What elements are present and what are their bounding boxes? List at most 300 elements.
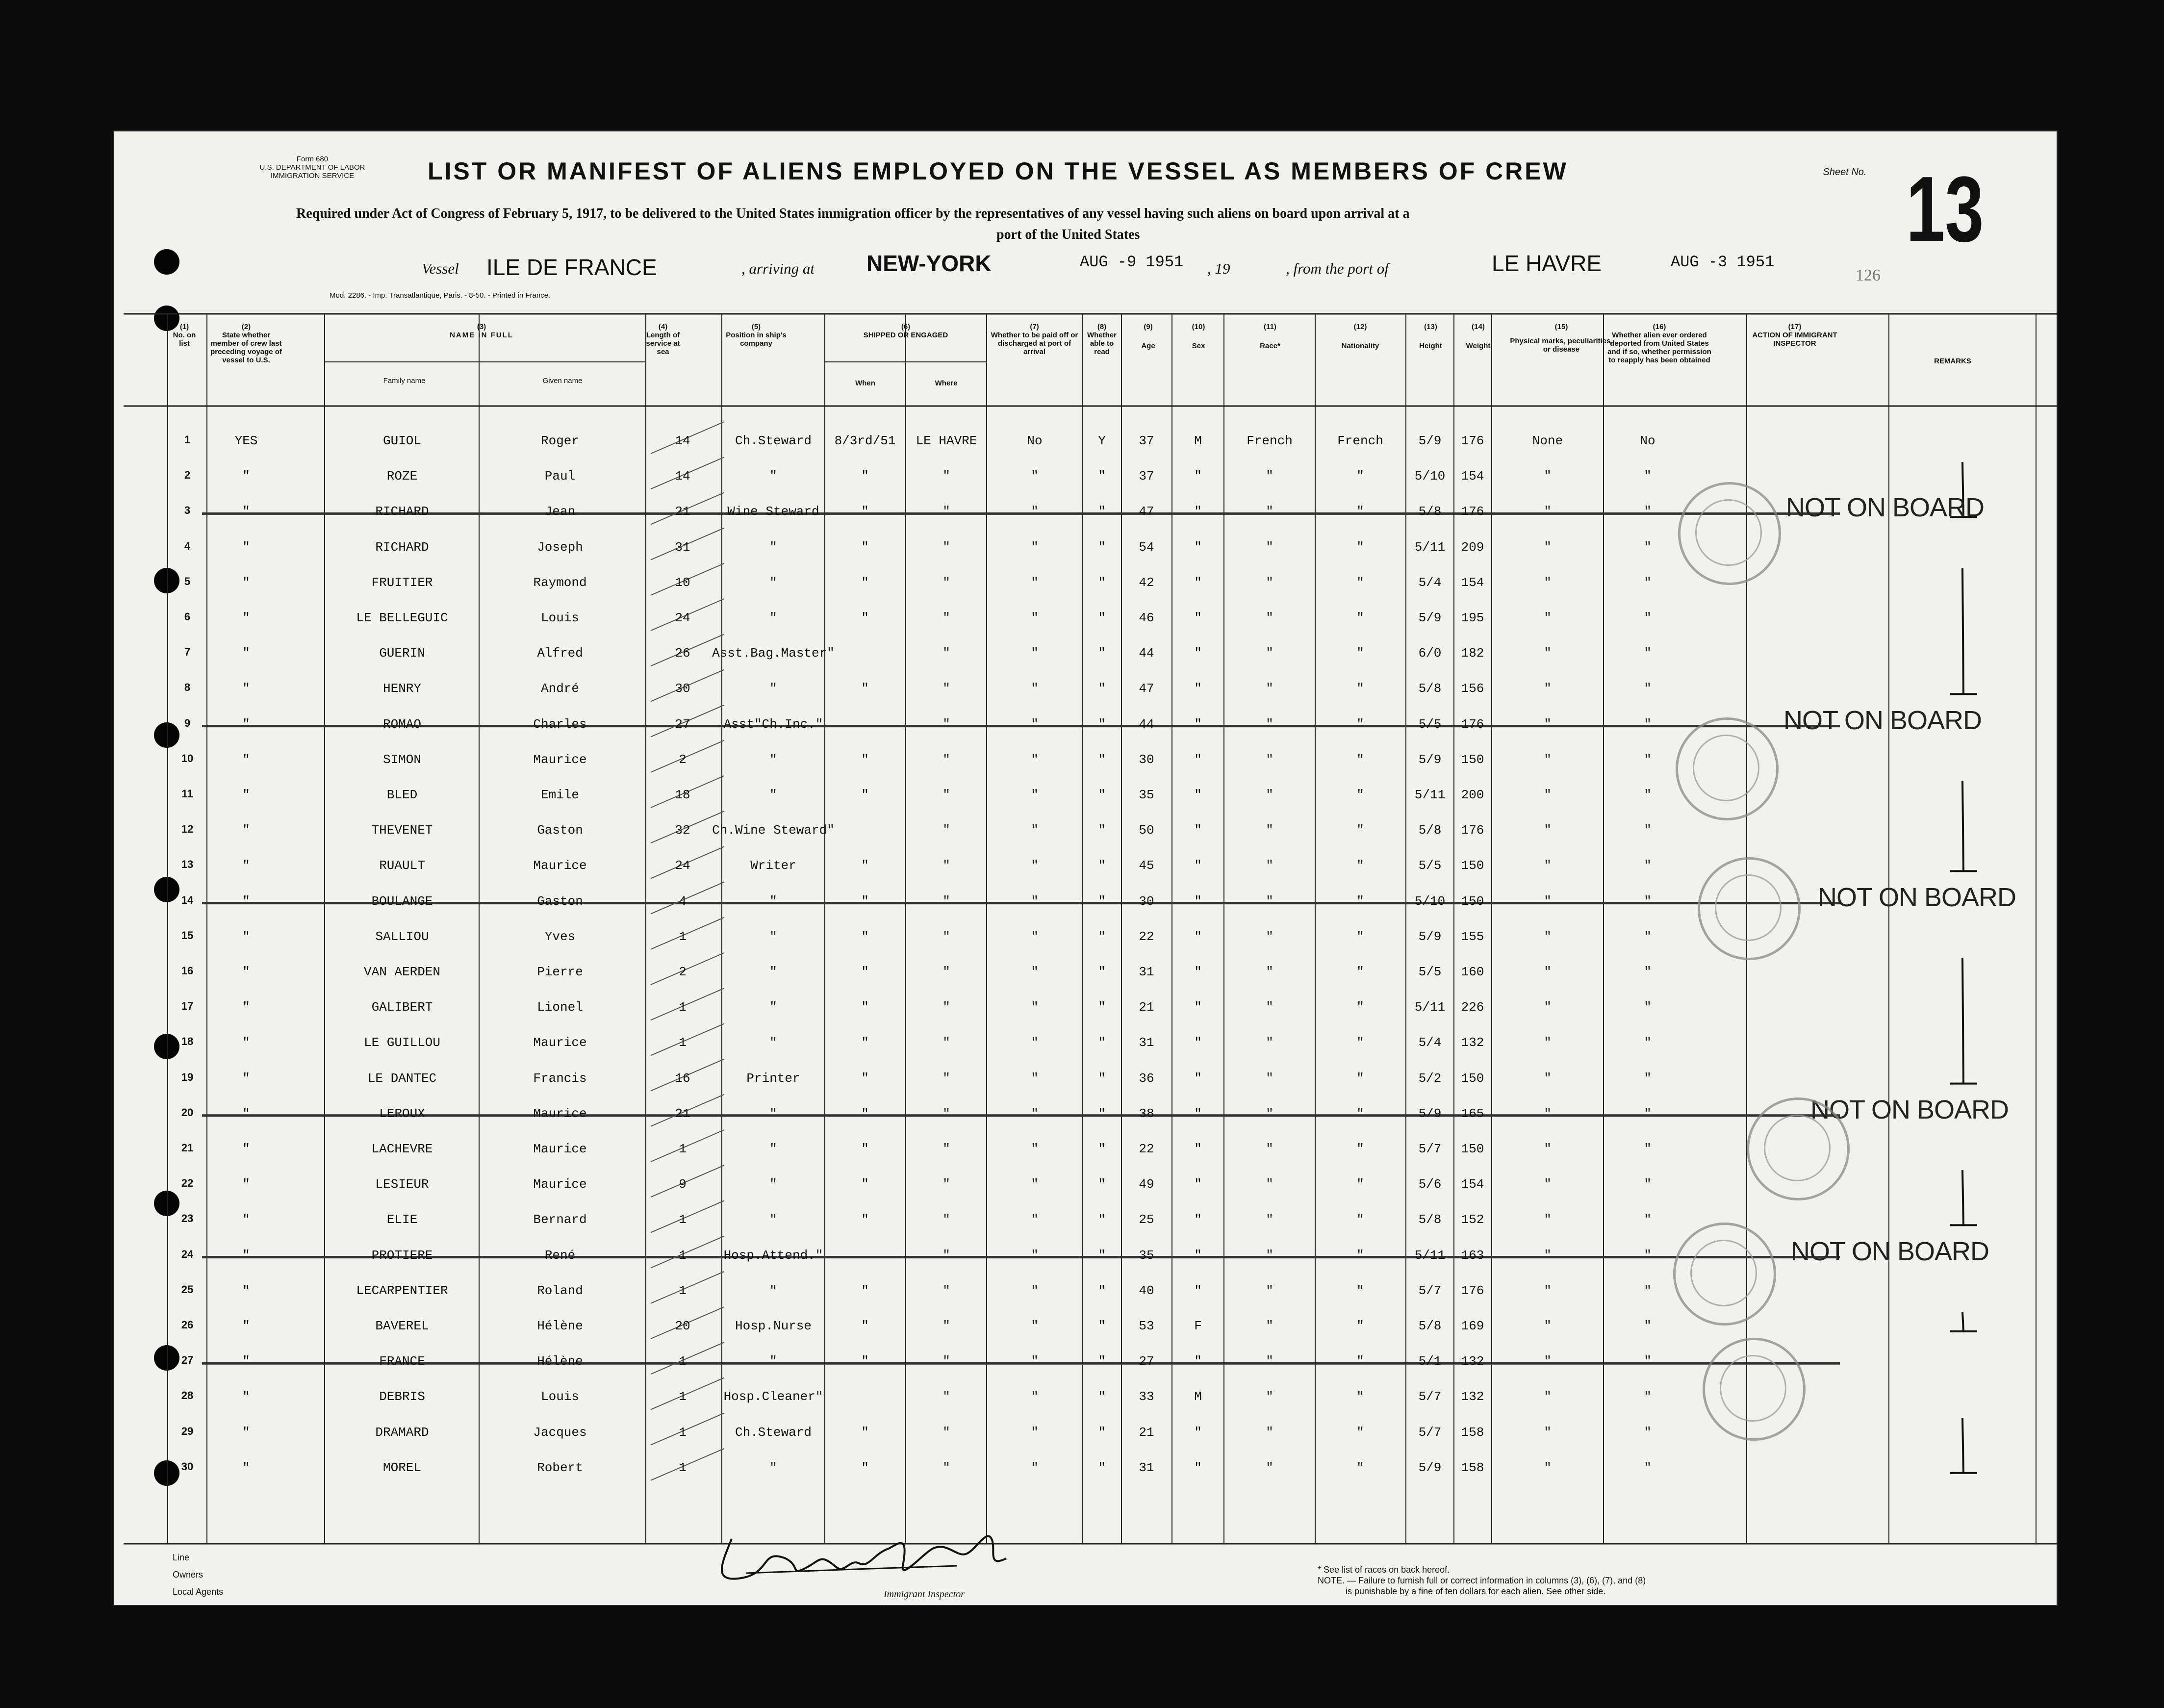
height: 6/0 xyxy=(1418,646,1442,661)
row-number: 2 xyxy=(184,469,191,482)
inspector-check-mark xyxy=(1950,568,1977,694)
physical-marks: " xyxy=(1544,1460,1552,1475)
deported: " xyxy=(1644,1071,1652,1086)
race: " xyxy=(1266,1248,1273,1263)
height: 5/8 xyxy=(1418,823,1442,838)
col-16-label: Whether alien ever ordered deported from United States and if so, whether permission to reapply has been obtained xyxy=(1607,331,1711,364)
family-name: RICHARD xyxy=(375,504,429,519)
given-name: Robert xyxy=(537,1460,583,1475)
age: 42 xyxy=(1139,575,1154,590)
position: Printer xyxy=(746,1071,800,1086)
inspector-check-mark xyxy=(1950,1418,1977,1473)
given-name: Roland xyxy=(537,1283,583,1298)
physical-marks: " xyxy=(1544,752,1552,767)
height: 5/9 xyxy=(1418,1106,1442,1121)
sex: " xyxy=(1194,1177,1202,1192)
weight: 150 xyxy=(1461,1142,1484,1156)
nationality: " xyxy=(1356,788,1364,802)
given-name: Maurice xyxy=(533,1142,587,1156)
not-on-board-stamp: NOT ON BOARD xyxy=(1783,705,1982,735)
form-number: Form 680 xyxy=(296,155,329,163)
remarks-header: REMARKS xyxy=(1934,357,1971,365)
family-name: BLED xyxy=(386,788,418,802)
col-14-header xyxy=(1455,323,1502,350)
col-10-num: (10) xyxy=(1192,323,1205,331)
family-name: GUIOL xyxy=(382,433,421,448)
sex: " xyxy=(1194,1425,1202,1440)
paid-off: " xyxy=(1031,646,1039,661)
age: 40 xyxy=(1139,1283,1154,1298)
age: 21 xyxy=(1139,1000,1154,1015)
able-to-read: " xyxy=(1098,1460,1106,1475)
prev-voyage: " xyxy=(242,788,250,802)
given-name: Alfred xyxy=(537,646,583,661)
weight: 176 xyxy=(1461,433,1484,448)
deported: " xyxy=(1644,469,1652,484)
service-length: 27 xyxy=(675,716,690,732)
nationality: " xyxy=(1356,646,1364,661)
family-name: SIMON xyxy=(382,752,421,767)
vessel-name: ILE DE FRANCE xyxy=(486,255,657,280)
given-name: Emile xyxy=(540,788,579,802)
prev-voyage: " xyxy=(242,1389,250,1404)
family-name: HENRY xyxy=(382,681,421,696)
given-name: Charles xyxy=(533,716,587,732)
service-length: 24 xyxy=(675,858,690,873)
height: 5/5 xyxy=(1418,716,1442,732)
weight: 200 xyxy=(1461,788,1484,802)
physical-marks: " xyxy=(1544,1389,1552,1404)
deported: " xyxy=(1644,611,1652,625)
position: " xyxy=(769,1106,777,1121)
prev-voyage: " xyxy=(242,858,250,873)
shipped-where: " xyxy=(942,1283,950,1298)
col-2-num: (2) xyxy=(241,323,251,331)
position: " xyxy=(769,681,777,696)
age: 38 xyxy=(1139,1106,1154,1121)
sex: " xyxy=(1194,469,1202,484)
shipped-when: " xyxy=(861,1425,869,1440)
service-length: 1 xyxy=(679,1000,687,1015)
shipped-when: " xyxy=(861,539,869,555)
family-name: LACHEVRE xyxy=(371,1142,433,1156)
race: " xyxy=(1266,681,1273,696)
given-name: Hélène xyxy=(537,1354,583,1369)
col-5-label: Position in ship's company xyxy=(726,331,787,348)
deported: " xyxy=(1644,539,1652,555)
deported: " xyxy=(1644,1283,1652,1298)
deported: " xyxy=(1644,504,1652,519)
physical-marks: " xyxy=(1544,646,1552,661)
deported: " xyxy=(1644,1389,1652,1404)
sex: " xyxy=(1194,1106,1202,1121)
col-5-header xyxy=(722,323,790,348)
prev-voyage: " xyxy=(242,611,250,625)
race: " xyxy=(1266,1212,1273,1227)
given-name: Pierre xyxy=(537,965,583,979)
prev-voyage: " xyxy=(242,823,250,838)
position: " xyxy=(769,1000,777,1015)
row-number: 20 xyxy=(181,1106,194,1119)
position: Asst.Bag.Master" xyxy=(712,646,835,661)
race: " xyxy=(1266,1000,1273,1015)
able-to-read: " xyxy=(1098,1142,1106,1156)
service-length: 20 xyxy=(675,1319,690,1333)
service-length: 1 xyxy=(679,1142,687,1156)
reference-number: 126 xyxy=(1856,266,1881,284)
weight: 176 xyxy=(1461,823,1484,838)
nationality: French xyxy=(1337,433,1383,448)
shipped-where: " xyxy=(942,858,950,873)
race: French xyxy=(1247,433,1293,448)
physical-marks: " xyxy=(1544,575,1552,590)
not-on-board-stamp: NOT ON BOARD xyxy=(1810,1095,2009,1124)
prev-voyage: " xyxy=(242,752,250,767)
family-name: BOULANGE xyxy=(371,893,433,909)
deported: " xyxy=(1644,965,1652,979)
position: " xyxy=(769,1283,777,1298)
nationality: " xyxy=(1356,1248,1364,1263)
sex: " xyxy=(1194,681,1202,696)
paid-off: " xyxy=(1031,1354,1039,1369)
physical-marks: " xyxy=(1544,611,1552,625)
prev-voyage: " xyxy=(242,893,250,909)
paid-off: " xyxy=(1031,858,1039,873)
paid-off: " xyxy=(1031,469,1039,484)
paid-off: " xyxy=(1031,504,1039,519)
service-length: 10 xyxy=(675,575,690,590)
nationality: " xyxy=(1356,469,1364,484)
position: Ch.Steward xyxy=(735,433,812,448)
nationality: " xyxy=(1356,823,1364,838)
given-name: Paul xyxy=(544,469,576,484)
deported: " xyxy=(1644,1425,1652,1440)
col-1-label: No. on list xyxy=(173,331,196,348)
family-name: LECARPENTIER xyxy=(356,1283,448,1298)
race: " xyxy=(1266,1106,1273,1121)
physical-marks: " xyxy=(1544,1071,1552,1086)
position: Writer xyxy=(750,858,796,873)
paid-off: " xyxy=(1031,1248,1039,1263)
age: 36 xyxy=(1139,1071,1154,1086)
sex: " xyxy=(1194,1283,1202,1298)
row-number: 10 xyxy=(181,752,194,765)
family-name-header: Family name xyxy=(383,377,426,385)
family-name: MOREL xyxy=(382,1460,421,1475)
shipped-when: " xyxy=(861,575,869,590)
shipped-where: " xyxy=(942,1354,950,1369)
printer-line: Mod. 2286. - Imp. Transatlantique, Paris. - 8-50. - Printed in France. xyxy=(330,291,551,300)
age: 27 xyxy=(1139,1354,1154,1369)
sex: " xyxy=(1194,1000,1202,1015)
paid-off: " xyxy=(1031,965,1039,979)
deported: " xyxy=(1644,788,1652,802)
service-length: 1 xyxy=(679,1460,687,1475)
weight: 195 xyxy=(1461,611,1484,625)
row-number: 19 xyxy=(181,1071,194,1083)
age: 22 xyxy=(1139,1142,1154,1156)
sex: " xyxy=(1194,788,1202,802)
prev-voyage: " xyxy=(242,504,250,519)
col-11-label: Race* xyxy=(1260,342,1280,350)
col-12-num: (12) xyxy=(1353,323,1367,331)
col-9-label: Age xyxy=(1141,342,1155,350)
col-8-num: (8) xyxy=(1097,323,1107,331)
row-number: 12 xyxy=(181,823,194,836)
weight: 158 xyxy=(1461,1460,1484,1475)
deported: " xyxy=(1644,929,1652,944)
given-name: Maurice xyxy=(533,1106,587,1121)
given-name: Raymond xyxy=(533,575,587,590)
deported: " xyxy=(1644,1248,1652,1263)
physical-marks: None xyxy=(1532,433,1563,448)
row-number: 26 xyxy=(181,1319,194,1331)
prev-voyage: " xyxy=(242,539,250,555)
col-14-num: (14) xyxy=(1472,323,1485,331)
col-14-label: Weight xyxy=(1466,342,1491,350)
deported: " xyxy=(1644,1212,1652,1227)
physical-marks: " xyxy=(1544,539,1552,555)
position: " xyxy=(769,965,777,979)
given-name: Maurice xyxy=(533,752,587,767)
deported: " xyxy=(1644,1000,1652,1015)
sex: " xyxy=(1194,1035,1202,1050)
service-length: 9 xyxy=(679,1177,687,1192)
prev-voyage: " xyxy=(242,681,250,696)
service-length: 30 xyxy=(675,681,690,696)
nationality: " xyxy=(1356,1035,1364,1050)
deported: " xyxy=(1644,646,1652,661)
service-length: 21 xyxy=(675,1106,690,1121)
shipped-when: " xyxy=(861,1035,869,1050)
sex: " xyxy=(1194,1354,1202,1369)
race: " xyxy=(1266,1071,1273,1086)
able-to-read: " xyxy=(1098,681,1106,696)
service-length: 2 xyxy=(679,965,687,979)
arrival-date: AUG -9 1951 xyxy=(1080,253,1184,271)
consulate-stamp xyxy=(1673,1223,1776,1326)
race: " xyxy=(1266,1460,1273,1475)
departure-date: AUG -3 1951 xyxy=(1671,253,1775,271)
shipped-where: " xyxy=(942,575,950,590)
able-to-read: " xyxy=(1098,1354,1106,1369)
race: " xyxy=(1266,575,1273,590)
family-name: ROMAO xyxy=(382,716,421,732)
able-to-read: " xyxy=(1098,504,1106,519)
inspector-label: Immigrant Inspector xyxy=(884,1589,965,1600)
height: 5/4 xyxy=(1418,575,1442,590)
col-9-header xyxy=(1125,323,1171,350)
able-to-read: " xyxy=(1098,611,1106,625)
age: 31 xyxy=(1139,1460,1154,1475)
shipped-where: " xyxy=(942,681,950,696)
prev-voyage: " xyxy=(242,575,250,590)
age: 25 xyxy=(1139,1212,1154,1227)
sex: " xyxy=(1194,929,1202,944)
shipped-when: " xyxy=(861,929,869,944)
weight: 169 xyxy=(1461,1319,1484,1333)
deported: " xyxy=(1644,1035,1652,1050)
col-11-num: (11) xyxy=(1264,323,1276,331)
physical-marks: " xyxy=(1544,1035,1552,1050)
position: " xyxy=(769,1177,777,1192)
physical-marks: " xyxy=(1544,788,1552,802)
physical-marks: " xyxy=(1544,1354,1552,1369)
service-length: 1 xyxy=(679,1283,687,1298)
nationality: " xyxy=(1356,1354,1364,1369)
family-name: FRANCE xyxy=(379,1354,425,1369)
weight: 176 xyxy=(1461,716,1484,732)
position: " xyxy=(769,1212,777,1227)
able-to-read: " xyxy=(1098,1248,1106,1263)
from-label: , from the port of xyxy=(1286,260,1389,277)
shipped-when: " xyxy=(861,1000,869,1015)
shipped-where: " xyxy=(942,1106,950,1121)
paid-off: " xyxy=(1031,752,1039,767)
shipped-when: " xyxy=(861,788,869,802)
shipped-where: " xyxy=(942,893,950,909)
age: 37 xyxy=(1139,433,1154,448)
able-to-read: " xyxy=(1098,752,1106,767)
col-13-num: (13) xyxy=(1424,323,1437,331)
able-to-read: " xyxy=(1098,893,1106,909)
given-name: Maurice xyxy=(533,858,587,873)
given-name: Hélène xyxy=(537,1319,583,1333)
weight: 150 xyxy=(1461,752,1484,767)
race: " xyxy=(1266,1177,1273,1192)
age: 45 xyxy=(1139,858,1154,873)
sheet-number: 13 xyxy=(1906,157,1984,261)
weight: 156 xyxy=(1461,681,1484,696)
able-to-read: " xyxy=(1098,1212,1106,1227)
physical-marks: " xyxy=(1544,1106,1552,1121)
col-6-num: (6) xyxy=(901,323,911,331)
given-name: Louis xyxy=(540,611,579,625)
given-name-header: Given name xyxy=(542,377,583,385)
prev-voyage: " xyxy=(242,1460,250,1475)
nationality: " xyxy=(1356,1106,1364,1121)
shipped-when: " xyxy=(861,965,869,979)
able-to-read: " xyxy=(1098,1319,1106,1333)
nationality: " xyxy=(1356,1389,1364,1404)
sheet-label: Sheet No. xyxy=(1823,167,1867,178)
shipped-when: " xyxy=(861,1283,869,1298)
race: " xyxy=(1266,611,1273,625)
inspector-check-mark xyxy=(1950,781,1977,871)
age: 46 xyxy=(1139,611,1154,625)
shipped-where: " xyxy=(942,788,950,802)
given-name: Gaston xyxy=(537,893,583,909)
position: Hosp.Attend." xyxy=(723,1248,823,1263)
family-name: ROZE xyxy=(386,469,418,484)
family-name: LE BELLEGUIC xyxy=(356,611,448,625)
height: 5/8 xyxy=(1418,681,1442,696)
note-fine: NOTE. — Failure to furnish full or correct information in columns (3), (6), (7), and (8) xyxy=(1318,1576,1646,1585)
position: " xyxy=(769,752,777,767)
paid-off: " xyxy=(1031,1212,1039,1227)
age: 44 xyxy=(1139,646,1154,661)
inspector-signature xyxy=(702,1519,1045,1588)
nationality: " xyxy=(1356,1425,1364,1440)
weight: 182 xyxy=(1461,646,1484,661)
prev-voyage: " xyxy=(242,646,250,661)
shipped-where: " xyxy=(942,1177,950,1192)
family-name: THEVENET xyxy=(371,823,433,838)
col-3-num: (3) xyxy=(477,323,486,331)
physical-marks: " xyxy=(1544,965,1552,979)
col-8-label: Whether able to read xyxy=(1087,331,1117,356)
paid-off: " xyxy=(1031,1177,1039,1192)
prev-voyage: " xyxy=(242,1248,250,1263)
service: IMMIGRATION SERVICE xyxy=(270,172,355,180)
race: " xyxy=(1266,823,1273,838)
nationality: " xyxy=(1356,858,1364,873)
col-12-header xyxy=(1316,323,1404,350)
family-name: SALLIOU xyxy=(375,929,429,944)
shipped-where: " xyxy=(942,504,950,519)
shipped-when: " xyxy=(861,893,869,909)
col-4-header xyxy=(643,323,683,356)
age: 22 xyxy=(1139,929,1154,944)
col-2-header xyxy=(207,323,285,364)
paid-off: " xyxy=(1031,929,1039,944)
col-10-header xyxy=(1174,323,1223,350)
shipped-where: " xyxy=(942,1212,950,1227)
position: Hosp.Cleaner" xyxy=(723,1389,823,1404)
deported: No xyxy=(1640,433,1655,448)
nationality: " xyxy=(1356,1212,1364,1227)
paid-off: " xyxy=(1031,893,1039,909)
col-2-label: State whether member of crew last preceding voyage of vessel to U.S. xyxy=(210,331,282,364)
row-number: 16 xyxy=(181,965,194,977)
race: " xyxy=(1266,858,1273,873)
prev-voyage: " xyxy=(242,929,250,944)
weight: 150 xyxy=(1461,858,1484,873)
service-length: 1 xyxy=(679,1389,687,1404)
position: " xyxy=(769,1142,777,1156)
prev-voyage: " xyxy=(242,1283,250,1298)
physical-marks: " xyxy=(1544,469,1552,484)
page-title: LIST OR MANIFEST OF ALIENS EMPLOYED ON THE VESSEL AS MEMBERS OF CREW xyxy=(428,157,1568,185)
col-1-num: (1) xyxy=(179,323,189,331)
footer-owners-label: Owners xyxy=(173,1570,204,1580)
age: 31 xyxy=(1139,965,1154,979)
weight: 154 xyxy=(1461,1177,1484,1192)
height: 5/10 xyxy=(1414,893,1446,909)
family-name: RICHARD xyxy=(375,539,429,555)
paid-off: " xyxy=(1031,788,1039,802)
physical-marks: " xyxy=(1544,1425,1552,1440)
nationality: " xyxy=(1356,965,1364,979)
deported: " xyxy=(1644,1460,1652,1475)
row-number: 7 xyxy=(184,646,191,659)
sex: " xyxy=(1194,504,1202,519)
nationality: " xyxy=(1356,681,1364,696)
sex: " xyxy=(1194,646,1202,661)
prev-voyage: " xyxy=(242,1319,250,1333)
paid-off: No xyxy=(1027,433,1043,448)
shipped-when: " xyxy=(861,504,869,519)
age: 37 xyxy=(1139,469,1154,484)
deported: " xyxy=(1644,1177,1652,1192)
family-name: GUERIN xyxy=(379,646,425,661)
weight: 165 xyxy=(1461,1106,1484,1121)
inspector-check-mark xyxy=(1950,1312,1977,1331)
shipped-where: " xyxy=(942,716,950,732)
able-to-read: " xyxy=(1098,1071,1106,1086)
paid-off: " xyxy=(1031,1389,1039,1404)
family-name: LEROUX xyxy=(379,1106,425,1121)
